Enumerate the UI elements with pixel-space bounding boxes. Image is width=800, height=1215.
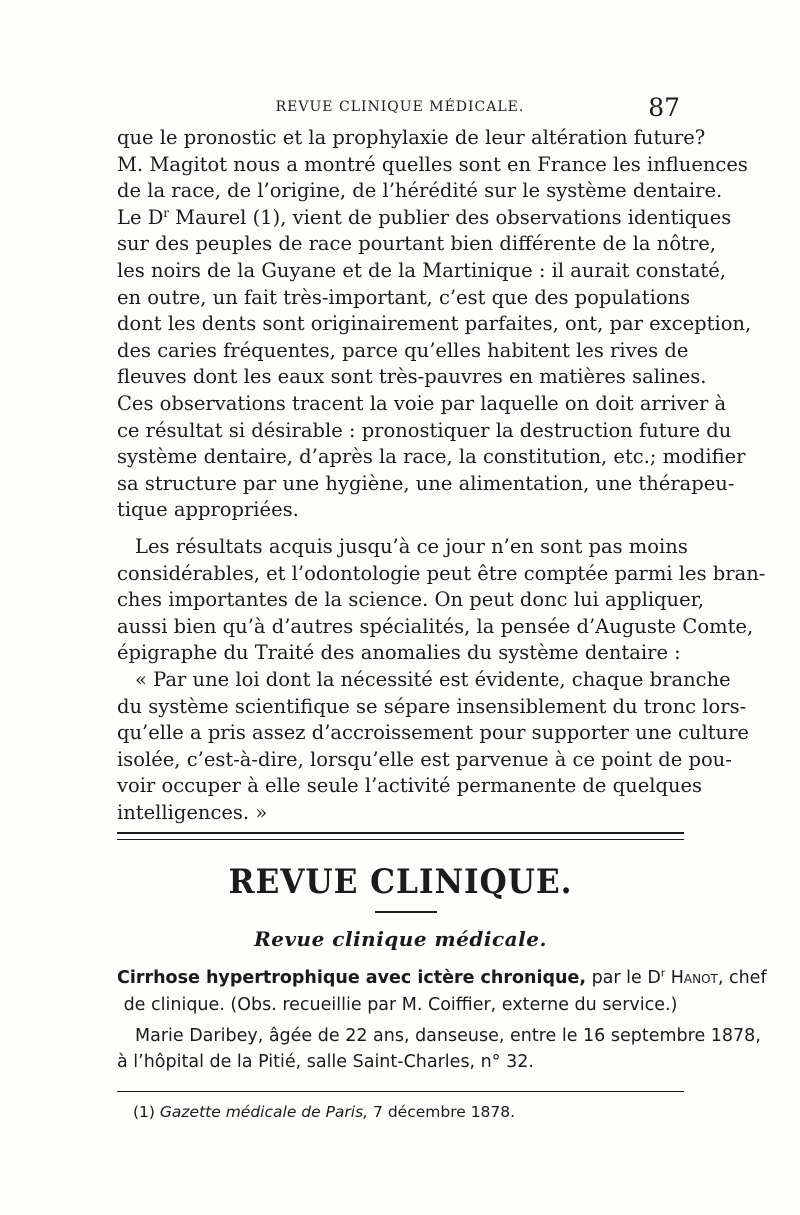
text-line: « Par une loi dont la nécessité est évidente, chaque branche	[135, 668, 731, 691]
text-line: intelligences. »	[117, 800, 268, 824]
superscript: r	[660, 967, 666, 980]
paragraph-1	[117, 125, 752, 524]
text-line: aussi bien qu’à d’autres spécialités, la pensée d’Auguste Comte,	[117, 614, 754, 638]
text-line: Ces observations tracent la voie par laquelle on doit arriver à	[117, 391, 727, 415]
text-line: voir occuper à elle seule l’activité permanente de quelques	[117, 774, 703, 798]
text-line: ce résultat si désirable : pronostiquer la destruction future du	[117, 418, 732, 442]
text-line: des caries fréquentes, parce qu’elles habitent les rives de	[117, 338, 689, 362]
running-title: REVUE CLINIQUE MÉDICALE.	[275, 99, 525, 115]
text-line: M. Magitot nous a montré quelles sont en France les influences	[117, 152, 748, 176]
author-name: Hanot,	[665, 968, 724, 988]
paragraph-2	[117, 534, 766, 667]
text-line: tique appropriées.	[117, 498, 299, 522]
text-line: en outre, un fait très-important, c’est que des populations	[117, 285, 691, 309]
text-fragment: par le D	[586, 968, 661, 988]
footnote-number: (1)	[133, 1103, 155, 1121]
text-line: Marie Daribey, âgée de 22 ans, danseuse, entre le 16 septembre 1878,	[135, 1026, 761, 1046]
section-title: REVUE CLINIQUE.	[228, 862, 573, 902]
subsection-title: Revue clinique médicale.	[254, 927, 547, 951]
text-line: qu’elle a pris assez d’accroissement pour supporter une culture	[117, 721, 749, 745]
text-fragment: chef	[723, 968, 767, 988]
text-line: fleuves dont les eaux sont très-pauvres en matières salines.	[117, 365, 707, 389]
text-line: sa structure par une hygiène, une alimentation, une thérapeu-	[117, 471, 735, 495]
text-line: de la race, de l’origine, de l’hérédité sur le système dentaire.	[117, 179, 723, 203]
text-fragment: Maurel (1), vient de publier des observations identiques	[168, 205, 732, 229]
footnote	[133, 1103, 515, 1121]
superscript: r	[163, 205, 169, 220]
case-heading-line-2: de clinique. (Obs. recueillie par M. Coiffier, externe du service.)	[123, 995, 678, 1015]
case-heading-line-1	[117, 965, 767, 992]
text-line: du système scientifique se sépare insensiblement du tronc lors-	[117, 694, 747, 718]
footnote-separator	[117, 1091, 684, 1092]
footnote-date: 7 décembre 1878.	[368, 1103, 516, 1121]
text-line: ches importantes de la science. On peut donc lui appliquer,	[117, 588, 705, 612]
quotation	[117, 667, 749, 827]
text-line: Les résultats acquis jusqu’à ce jour n’en sont pas moins	[135, 535, 688, 558]
text-line: épigraphe du Traité des anomalies du système dentaire :	[117, 641, 681, 665]
text-line: dont les dents sont originairement parfaites, ont, par exception,	[117, 312, 752, 336]
text-line: les noirs de la Guyane et de la Martinique : il aurait constaté,	[117, 258, 726, 282]
text-line: système dentaire, d’après la race, la constitution, etc.; modifier	[117, 445, 746, 469]
text-line: isolée, c’est-à-dire, lorsqu’elle est parvenue à ce point de pou-	[117, 747, 732, 771]
running-head	[120, 93, 680, 125]
page-number: 87	[648, 93, 680, 122]
text-line: que le pronostic et la prophylaxie de leur altération future?	[117, 126, 706, 149]
text-line: sur des peuples de race pourtant bien différente de la nôtre,	[117, 232, 716, 256]
text-line: à l’hôpital de la Pitié, salle Saint-Charles, n° 32.	[117, 1052, 534, 1072]
footnote-source: Gazette médicale de Paris,	[159, 1103, 369, 1121]
case-title: Cirrhose hypertrophique avec ictère chronique,	[117, 968, 586, 988]
section-divider	[117, 832, 684, 840]
title-underline	[375, 911, 437, 913]
text-line: considérables, et l’odontologie peut être comptée parmi les bran-	[117, 561, 766, 585]
case-heading	[117, 965, 767, 1019]
case-body	[117, 1023, 761, 1075]
text-line-with-footnote-ref	[117, 205, 732, 232]
text-fragment: Le D	[117, 205, 164, 229]
